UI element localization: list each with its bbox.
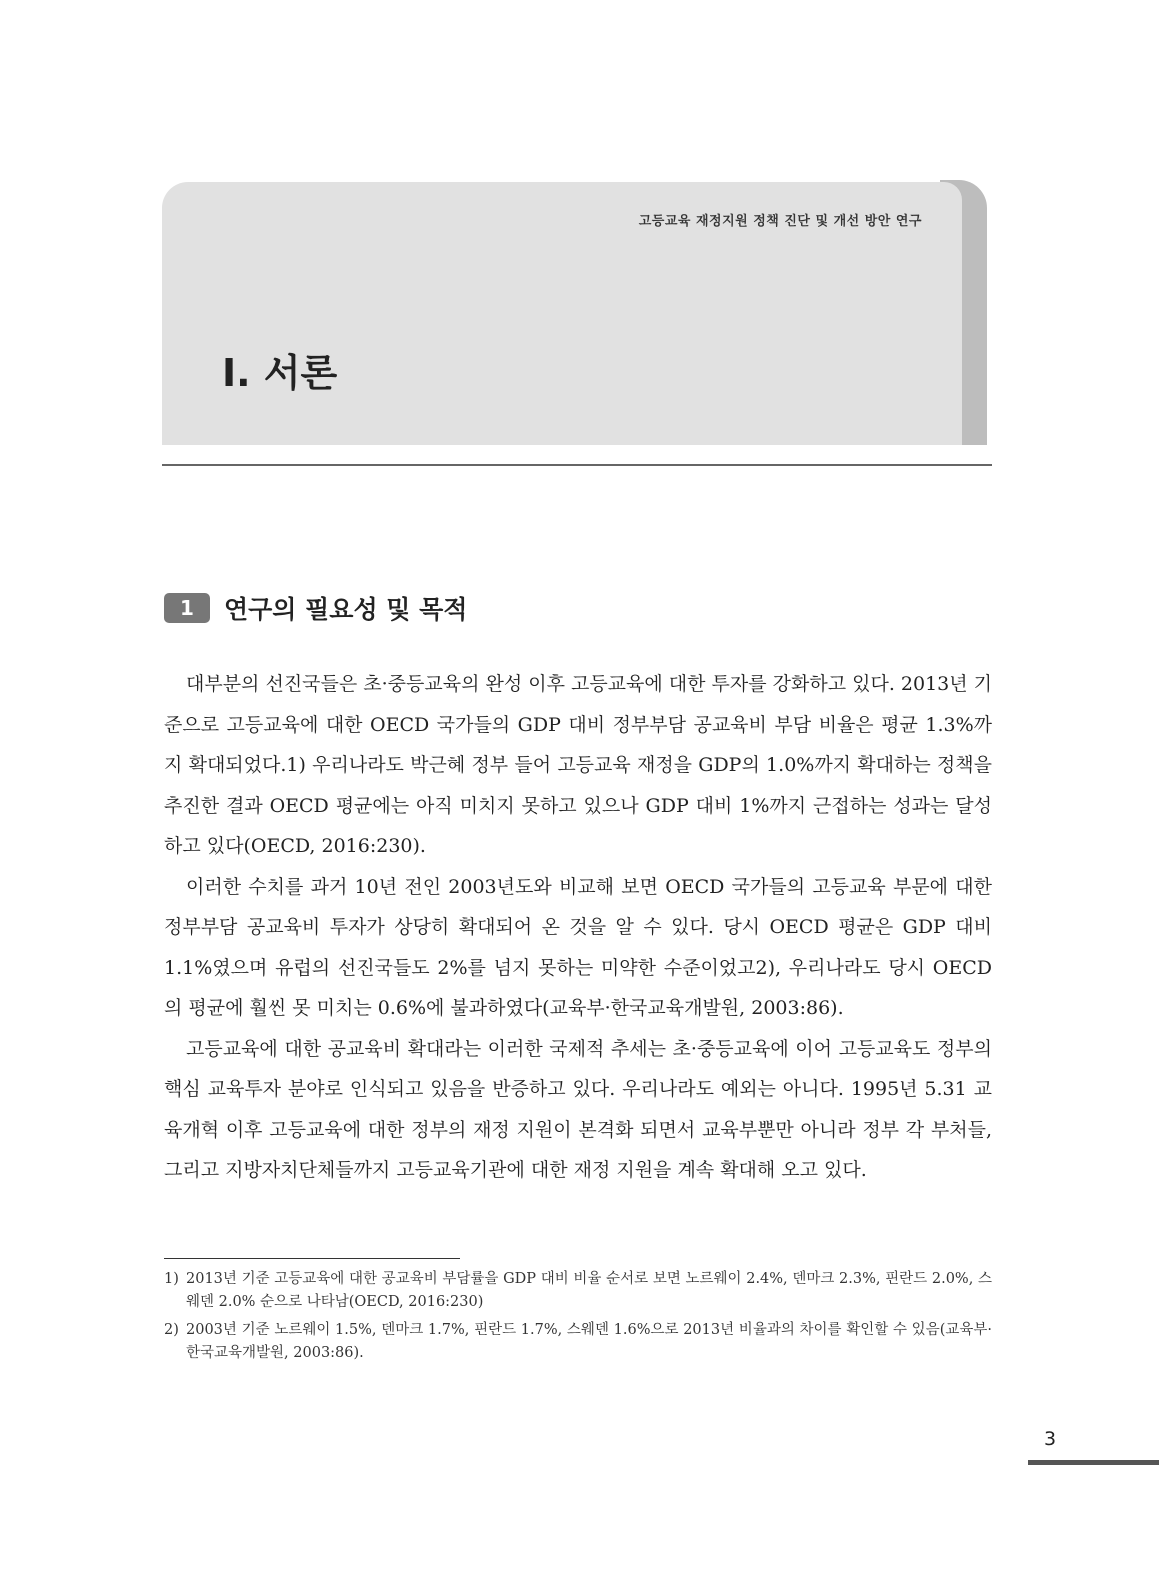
section-heading: [164, 592, 467, 624]
footnote: [164, 1319, 992, 1365]
page-number-bar: [1028, 1460, 1159, 1465]
footnote-number: 2): [164, 1322, 179, 1338]
page-number: 3: [1044, 1428, 1057, 1450]
body-text: [164, 664, 992, 1191]
chapter-header: [162, 182, 962, 445]
paragraph: 이러한 수치를 과거 10년 전인 2003년도와 비교해 보면 OECD 국가들의 고등교육 부문에 대한 정부부담 공교육비 투자가 상당히 확대되어 온 것을 알 수 있다. 당시 OECD 평균은 GDP 대비 1.1%였으며 유럽의 선진국들도 2%를 넘지 못하는 미약한 수준이었고2), 우리나라도 당시 OECD의 평균에 훨씬 못 미치는 0.6%에 불과하였다(교육부·한국교육개발원, 2003:86).: [164, 875, 992, 1019]
footnote-divider: [164, 1258, 460, 1259]
footnote-text: 2003년 기준 노르웨이 1.5%, 덴마크 1.7%, 핀란드 1.7%, 스웨덴 1.6%으로 2013년 비율과의 차이를 확인할 수 있음(교육부·한국교육개발원, 2003:86).: [186, 1322, 992, 1361]
running-head: 고등교육 재정지원 정책 진단 및 개선 방안 연구: [638, 214, 922, 229]
footnotes: [164, 1268, 992, 1370]
footnote: [164, 1268, 992, 1314]
section-number-badge: 1: [164, 593, 210, 623]
paragraph: 대부분의 선진국들은 초·중등교육의 완성 이후 고등교육에 대한 투자를 강화하고 있다. 2013년 기준으로 고등교육에 대한 OECD 국가들의 GDP 대비 정부부담 공교육비 부담 비율은 평균 1.3%까지 확대되었다.1) 우리나라도 박근혜 정부 들어 고등교육 재정을 GDP의 1.0%까지 확대하는 정책을 추진한 결과 OECD 평균에는 아직 미치지 못하고 있으나 GDP 대비 1%까지 근접하는 성과는 달성하고 있다(OECD, 2016:230).: [164, 673, 992, 857]
chapter-divider: [162, 464, 992, 466]
chapter-title: Ⅰ. 서론: [222, 351, 338, 395]
footnote-text: 2013년 기준 고등교육에 대한 공교육비 부담률을 GDP 대비 비율 순서로 보면 노르웨이 2.4%, 덴마크 2.3%, 핀란드 2.0%, 스웨덴 2.0% 순으로 나타남(OECD, 2016:230): [186, 1271, 992, 1310]
section-title: 연구의 필요성 및 목적: [224, 595, 468, 624]
paragraph: 고등교육에 대한 공교육비 확대라는 이러한 국제적 추세는 초·중등교육에 이어 고등교육도 정부의 핵심 교육투자 분야로 인식되고 있음을 반증하고 있다. 우리나라도 예외는 아니다. 1995년 5.31 교육개혁 이후 고등교육에 대한 정부의 재정 지원이 본격화 되면서 교육부뿐만 아니라 정부 각 부처들, 그리고 지방자치단체들까지 고등교육기관에 대한 재정 지원을 계속 확대해 오고 있다.: [164, 1037, 992, 1181]
footnote-number: 1): [164, 1271, 179, 1287]
